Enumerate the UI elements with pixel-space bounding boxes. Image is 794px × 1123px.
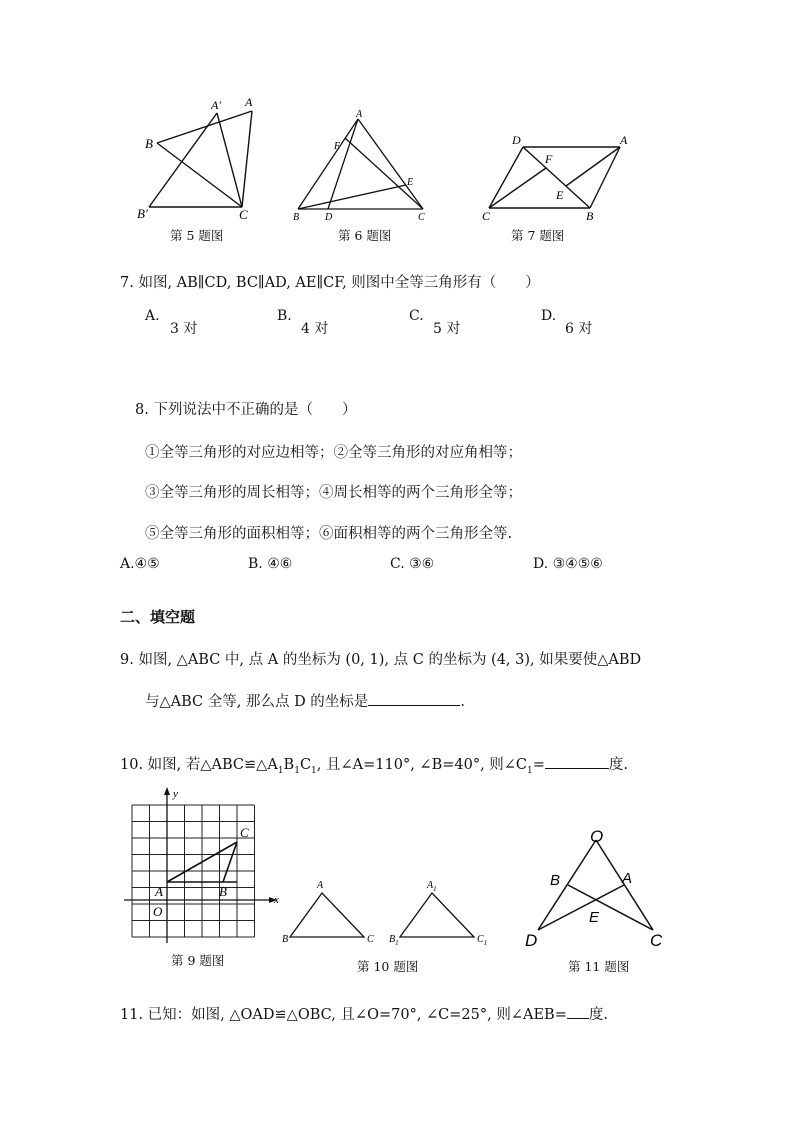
q11-end: 度. bbox=[588, 1007, 608, 1023]
q10-sub-4: 1 bbox=[527, 765, 533, 776]
q10-text-a: 10. 如图, 若△ABC≌△A bbox=[120, 757, 278, 773]
y-axis-arrow bbox=[164, 787, 170, 795]
label-f: F bbox=[334, 141, 341, 152]
q10-text-e: = bbox=[532, 757, 545, 773]
label-d: D bbox=[325, 212, 333, 223]
q7-option-c-text: 5 对 bbox=[433, 321, 461, 337]
figure-10 bbox=[282, 875, 492, 950]
figure-6-caption: 第 6 题图 bbox=[338, 228, 392, 243]
q10-sub-3: 1 bbox=[311, 765, 317, 776]
q7-option-d-letter: D. bbox=[541, 308, 557, 324]
figure-9 bbox=[120, 785, 285, 945]
segment-BC bbox=[157, 143, 242, 207]
label-b: B bbox=[550, 872, 561, 889]
question-10 bbox=[120, 753, 628, 776]
label-b-prime: B′ bbox=[137, 206, 148, 220]
figure-5-caption: 第 5 题图 bbox=[170, 228, 224, 243]
segment-EA bbox=[566, 147, 620, 186]
figure-9-caption: 第 9 题图 bbox=[171, 953, 225, 968]
section-2-title: 二、填空题 bbox=[120, 608, 196, 626]
label-a-prime: A′ bbox=[211, 98, 221, 112]
label-d: D bbox=[512, 133, 521, 147]
question-9-line-1: 9. 如图, △ABC 中, 点 A 的坐标为 (0, 1), 点 C 的坐标为 (4, 3), 如果要使△ABD bbox=[120, 652, 642, 668]
figure-11-caption: 第 11 题图 bbox=[568, 959, 630, 974]
q10-text-d: , 且∠A=110°, ∠B=40°, 则∠C bbox=[316, 757, 528, 773]
label-a1: $A_1$ bbox=[427, 880, 437, 893]
label-c: C bbox=[239, 207, 248, 220]
segment-AC bbox=[242, 111, 252, 207]
q10-sub-1: 1 bbox=[277, 765, 284, 776]
triangle-abc bbox=[290, 893, 364, 937]
q9-prompt: 与△ABC 全等, 那么点 D 的坐标是 bbox=[145, 694, 369, 710]
figure-7-caption: 第 7 题图 bbox=[511, 228, 565, 243]
label-c1: $C_1$ bbox=[477, 934, 488, 947]
label-y: y bbox=[173, 788, 178, 800]
figure-6 bbox=[288, 105, 438, 223]
label-b: B bbox=[586, 209, 594, 223]
label-b: B bbox=[145, 136, 153, 151]
label-o: O bbox=[590, 827, 604, 846]
label-o: O bbox=[153, 904, 163, 919]
q7-option-a-text: 3 对 bbox=[170, 321, 198, 337]
label-b: B bbox=[219, 884, 227, 899]
segment-FC bbox=[345, 138, 423, 209]
figure-7 bbox=[480, 130, 640, 225]
q8-statement-line-3: ⑤全等三角形的面积相等；⑥面积相等的两个三角形全等. bbox=[145, 526, 513, 542]
label-e: E bbox=[589, 909, 600, 926]
segment-BA bbox=[157, 111, 252, 143]
q9-answer-blank[interactable] bbox=[368, 691, 460, 706]
label-a: A bbox=[245, 95, 253, 109]
segment-CF bbox=[489, 168, 546, 208]
label-f: F bbox=[545, 152, 553, 166]
figure-5 bbox=[135, 95, 265, 220]
label-a: A bbox=[620, 133, 628, 147]
q11-answer-blank[interactable] bbox=[567, 1004, 589, 1019]
label-c: C bbox=[367, 934, 374, 945]
q10-answer-blank[interactable] bbox=[545, 754, 609, 769]
label-e: E bbox=[407, 177, 414, 188]
label-a: A bbox=[155, 884, 163, 899]
label-b1: $B_1$ bbox=[389, 934, 399, 947]
q10-text-b: B bbox=[283, 757, 295, 773]
label-c: C bbox=[650, 931, 663, 950]
q7-option-a-letter: A. bbox=[145, 308, 160, 324]
segment-BE bbox=[298, 185, 406, 209]
label-x: x bbox=[274, 894, 279, 906]
q10-sub-2: 1 bbox=[294, 765, 300, 776]
label-e: E bbox=[556, 188, 564, 202]
label-a: A bbox=[356, 109, 363, 120]
label-c: C bbox=[482, 209, 491, 223]
segment-AD bbox=[328, 119, 358, 209]
segment-A1C bbox=[217, 113, 242, 207]
q8-option-c: C. ③⑥ bbox=[390, 556, 435, 572]
label-b: B bbox=[282, 934, 289, 945]
question-11 bbox=[120, 1003, 608, 1024]
q7-option-c-letter: C. bbox=[409, 308, 424, 324]
label-c: C bbox=[240, 825, 249, 840]
q7-option-d-text: 6 对 bbox=[565, 321, 593, 337]
q8-statement-line-1: ①全等三角形的对应边相等；②全等三角形的对应角相等； bbox=[145, 445, 522, 461]
grid-lines bbox=[132, 805, 255, 937]
q7-option-b-text: 4 对 bbox=[301, 321, 329, 337]
segment-OD bbox=[538, 840, 596, 930]
q8-option-d: D. ③④⑤⑥ bbox=[533, 556, 603, 572]
q7-option-b-letter: B. bbox=[277, 308, 292, 324]
question-7-stem: 7. 如图, AB∥CD, BC∥AD, AE∥CF, 则图中全等三角形有（ ） bbox=[120, 275, 540, 291]
q11-text: 11. 已知：如图, △OAD≌△OBC, 且∠O=70°, ∠C=25°, 则∠AEB= bbox=[120, 1007, 567, 1023]
q10-end: 度. bbox=[608, 757, 629, 773]
segment-CD bbox=[489, 147, 523, 208]
question-8-stem: 8. 下列说法中不正确的是（ ） bbox=[135, 402, 357, 418]
q8-statement-line-2: ③全等三角形的周长相等；④周长相等的两个三角形全等； bbox=[145, 485, 522, 501]
q8-option-a: A.④⑤ bbox=[120, 556, 160, 572]
q10-text-c: C bbox=[299, 757, 312, 773]
segment-AB bbox=[298, 119, 358, 209]
label-c: C bbox=[418, 212, 425, 223]
segment-B1A1 bbox=[149, 113, 217, 207]
label-a: A bbox=[317, 880, 324, 891]
segment-AC bbox=[358, 119, 423, 209]
q8-option-b: B. ④⑥ bbox=[248, 556, 293, 572]
figure-11 bbox=[520, 822, 680, 954]
question-9-line-2 bbox=[145, 690, 465, 711]
figure-10-caption: 第 10 题图 bbox=[357, 959, 419, 974]
label-d: D bbox=[525, 931, 538, 950]
q9-end: . bbox=[460, 694, 465, 710]
triangle-a1b1c1 bbox=[400, 893, 474, 937]
label-a: A bbox=[622, 870, 633, 887]
label-b: B bbox=[293, 212, 300, 223]
segment-AB bbox=[590, 147, 620, 208]
